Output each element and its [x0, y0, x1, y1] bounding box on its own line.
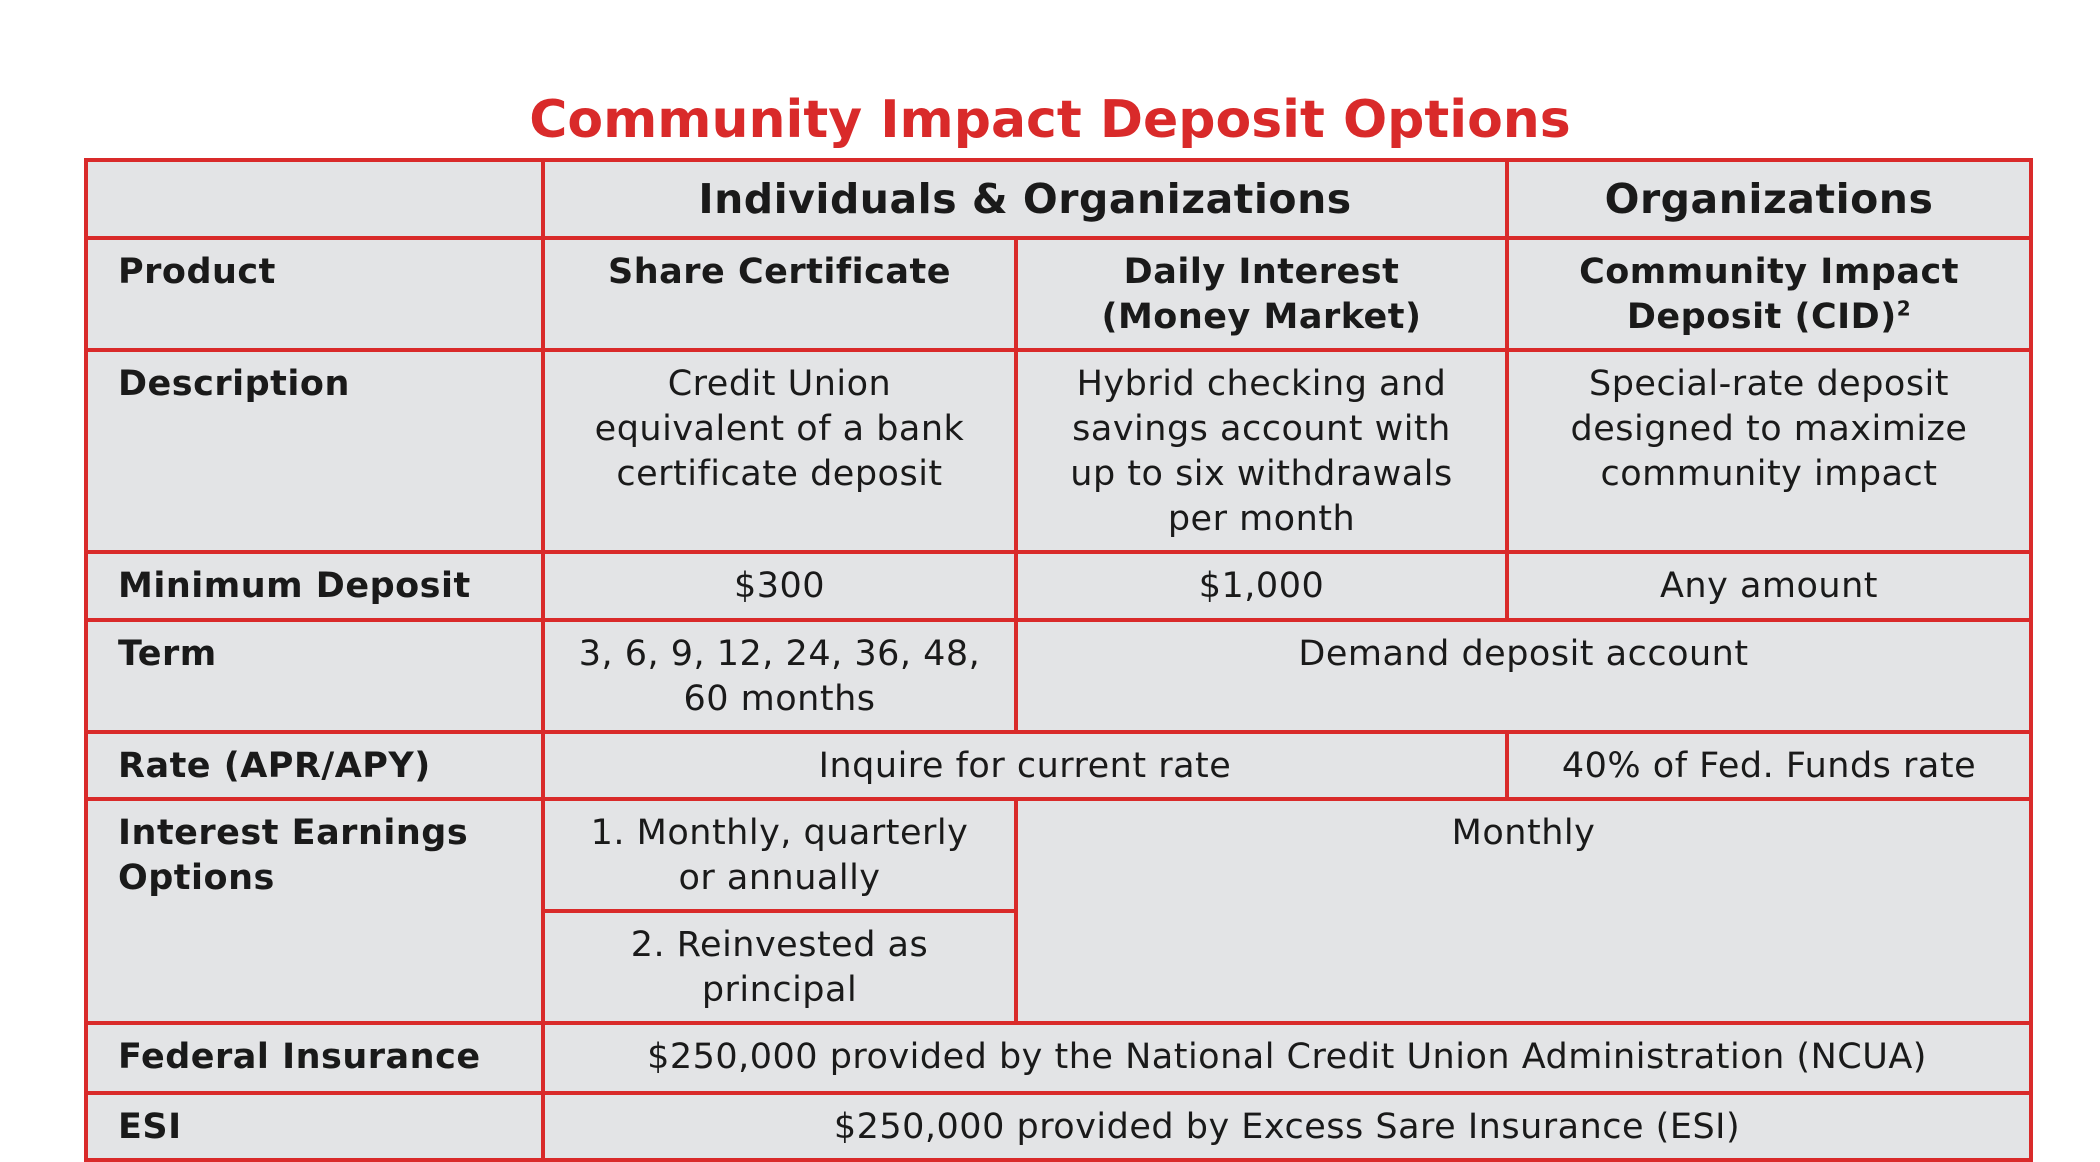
esi-row — [86, 1093, 2031, 1160]
description-cid: Special-rate deposit designed to maximize community impact — [1507, 350, 2031, 552]
daily-interest-line2: (Money Market) — [1101, 297, 1422, 337]
esi-label: ESI — [86, 1093, 543, 1160]
daily-interest-line1: Daily Interest — [1123, 252, 1400, 292]
description-row — [86, 350, 2031, 552]
interest-earnings-row — [86, 799, 2031, 911]
term-label: Term — [86, 620, 543, 732]
minimum-deposit-label: Minimum Deposit — [86, 552, 543, 620]
product-daily-interest — [1016, 238, 1507, 350]
minimum-deposit-cid: Any amount — [1507, 552, 2031, 620]
group-header-row — [86, 160, 2031, 238]
empty-header-cell — [86, 160, 543, 238]
federal-insurance-value: $250,000 provided by the National Credit Union Administration (NCUA) — [543, 1023, 2031, 1093]
rate-individuals: Inquire for current rate — [543, 732, 1507, 799]
rate-label: Rate (APR/APY) — [86, 732, 543, 799]
cid-line1: Community Impact — [1579, 252, 1959, 292]
group-header-individuals: Individuals & Organizations — [543, 160, 1507, 238]
minimum-deposit-daily: $1,000 — [1016, 552, 1507, 620]
product-community-impact-deposit — [1507, 238, 2031, 350]
esi-value: $250,000 provided by Excess Sare Insurance (ESI) — [543, 1093, 2031, 1160]
rate-cid: 40% of Fed. Funds rate — [1507, 732, 2031, 799]
minimum-deposit-share: $300 — [543, 552, 1016, 620]
deposit-options-table — [84, 158, 2033, 1162]
description-label: Description — [86, 350, 543, 552]
rate-row — [86, 732, 2031, 799]
interest-option-2: 2. Reinvested as principal — [543, 911, 1016, 1023]
interest-earnings-monthly: Monthly — [1016, 799, 2031, 1023]
interest-option-1: 1. Monthly, quarterly or annually — [543, 799, 1016, 911]
description-daily: Hybrid checking and savings account with up to six withdrawals per month — [1016, 350, 1507, 552]
product-label: Product — [86, 238, 543, 350]
term-row — [86, 620, 2031, 732]
description-share: Credit Union equivalent of a bank certificate deposit — [543, 350, 1016, 552]
interest-earnings-label: Interest Earnings Options — [86, 799, 543, 1023]
group-header-organizations: Organizations — [1507, 160, 2031, 238]
term-share: 3, 6, 9, 12, 24, 36, 48, 60 months — [543, 620, 1016, 732]
product-row — [86, 238, 2031, 350]
cid-line2: Deposit (CID) — [1626, 297, 1897, 337]
cid-footnote-marker: 2 — [1896, 296, 1912, 321]
term-demand-deposit: Demand deposit account — [1016, 620, 2031, 732]
federal-insurance-label: Federal Insurance — [86, 1023, 543, 1093]
minimum-deposit-row — [86, 552, 2031, 620]
federal-insurance-row — [86, 1023, 2031, 1093]
product-share-certificate: Share Certificate — [543, 238, 1016, 350]
page-title: Community Impact Deposit Options — [529, 90, 1571, 150]
